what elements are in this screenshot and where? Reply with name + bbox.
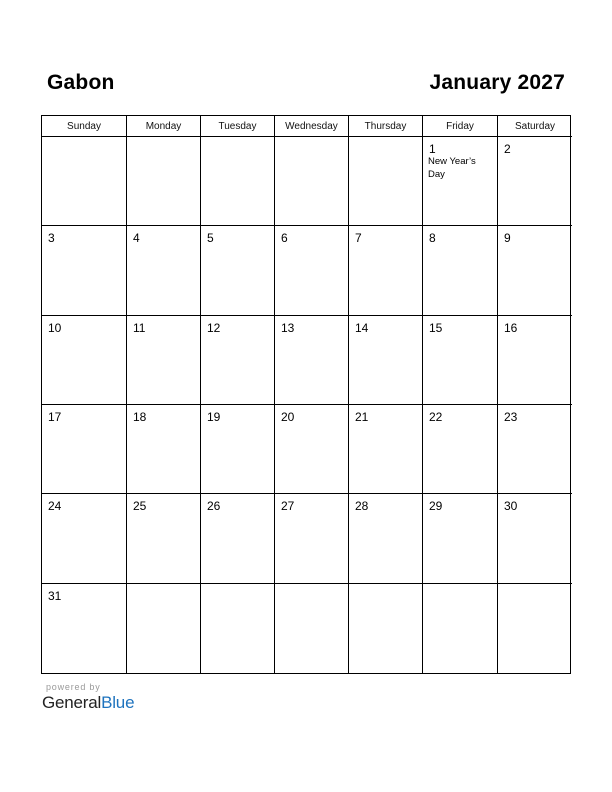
brand-general-text: General [42, 693, 102, 712]
month-title: January 2027 [429, 71, 565, 94]
day-cell[interactable] [42, 584, 127, 673]
day-cell[interactable] [201, 137, 275, 226]
day-number: 2 [504, 142, 511, 156]
calendar-grid [41, 115, 571, 674]
day-number: 8 [429, 231, 436, 246]
day-cell[interactable] [423, 316, 498, 405]
day-cell[interactable] [275, 584, 349, 673]
day-number: 30 [504, 499, 518, 514]
day-number: 4 [133, 231, 140, 246]
day-number: 31 [48, 588, 62, 603]
weekday-header: Tuesday [201, 116, 275, 137]
day-cell[interactable] [42, 405, 127, 494]
weekday-header: Sunday [42, 116, 127, 137]
day-cell[interactable] [127, 316, 201, 405]
day-cell[interactable] [275, 316, 349, 405]
day-number: 9 [504, 231, 511, 246]
holiday-label: New Year’s Day [428, 156, 476, 180]
day-cell[interactable] [127, 584, 201, 673]
day-cell[interactable] [423, 137, 498, 226]
weekday-header: Monday [127, 116, 201, 137]
day-cell[interactable] [498, 226, 572, 315]
day-number: 7 [355, 231, 362, 246]
day-cell[interactable] [498, 405, 572, 494]
day-cell[interactable] [201, 405, 275, 494]
day-cell[interactable] [349, 584, 423, 673]
day-number: 20 [281, 410, 295, 424]
day-number: 12 [207, 320, 221, 335]
day-cell[interactable] [349, 494, 423, 583]
day-cell[interactable] [498, 494, 572, 583]
day-number: 6 [281, 231, 288, 246]
day-number: 26 [207, 499, 221, 514]
day-cell[interactable] [498, 584, 572, 673]
day-cell[interactable] [423, 405, 498, 494]
powered-by-text: powered by [46, 682, 101, 692]
weekday-header: Wednesday [275, 116, 349, 137]
day-number: 28 [355, 499, 369, 514]
weekday-header: Thursday [349, 116, 423, 137]
day-number: 13 [281, 320, 295, 335]
day-cell[interactable] [275, 494, 349, 583]
day-number: 21 [355, 410, 369, 424]
day-number: 5 [207, 231, 214, 246]
day-number: 22 [429, 410, 443, 424]
day-cell[interactable] [423, 226, 498, 315]
brand-blue-text: Blue [101, 693, 135, 712]
day-cell[interactable] [349, 226, 423, 315]
day-number: 1 [429, 142, 436, 156]
day-cell[interactable] [201, 226, 275, 315]
day-cell[interactable] [201, 584, 275, 673]
day-cell[interactable] [275, 226, 349, 315]
day-cell[interactable] [349, 316, 423, 405]
day-cell[interactable] [127, 226, 201, 315]
day-number: 3 [48, 231, 55, 246]
weekday-header: Saturday [498, 116, 572, 137]
generalblue-logo[interactable] [42, 693, 134, 713]
day-cell[interactable] [498, 316, 572, 405]
day-number: 14 [355, 320, 369, 335]
day-number: 25 [133, 499, 147, 514]
country-title: Gabon [47, 71, 115, 94]
day-cell[interactable] [349, 137, 423, 226]
day-number: 11 [133, 320, 146, 335]
day-cell[interactable] [127, 494, 201, 583]
day-cell[interactable] [423, 494, 498, 583]
day-number: 19 [207, 410, 221, 424]
day-number: 17 [48, 410, 62, 424]
day-cell[interactable] [127, 405, 201, 494]
day-number: 23 [504, 410, 518, 424]
day-cell[interactable] [42, 137, 127, 226]
day-cell[interactable] [42, 494, 127, 583]
day-number: 29 [429, 499, 443, 514]
weekday-header: Friday [423, 116, 498, 137]
day-cell[interactable] [498, 137, 572, 226]
day-cell[interactable] [42, 316, 127, 405]
day-cell[interactable] [201, 494, 275, 583]
day-number: 10 [48, 320, 62, 335]
day-number: 24 [48, 499, 62, 514]
day-cell[interactable] [275, 137, 349, 226]
day-number: 18 [133, 410, 147, 424]
day-cell[interactable] [42, 226, 127, 315]
day-cell[interactable] [201, 316, 275, 405]
day-cell[interactable] [349, 405, 423, 494]
day-cell[interactable] [423, 584, 498, 673]
day-cell[interactable] [275, 405, 349, 494]
day-number: 16 [504, 320, 518, 335]
day-number: 27 [281, 499, 295, 514]
day-cell[interactable] [127, 137, 201, 226]
day-number: 15 [429, 320, 443, 335]
